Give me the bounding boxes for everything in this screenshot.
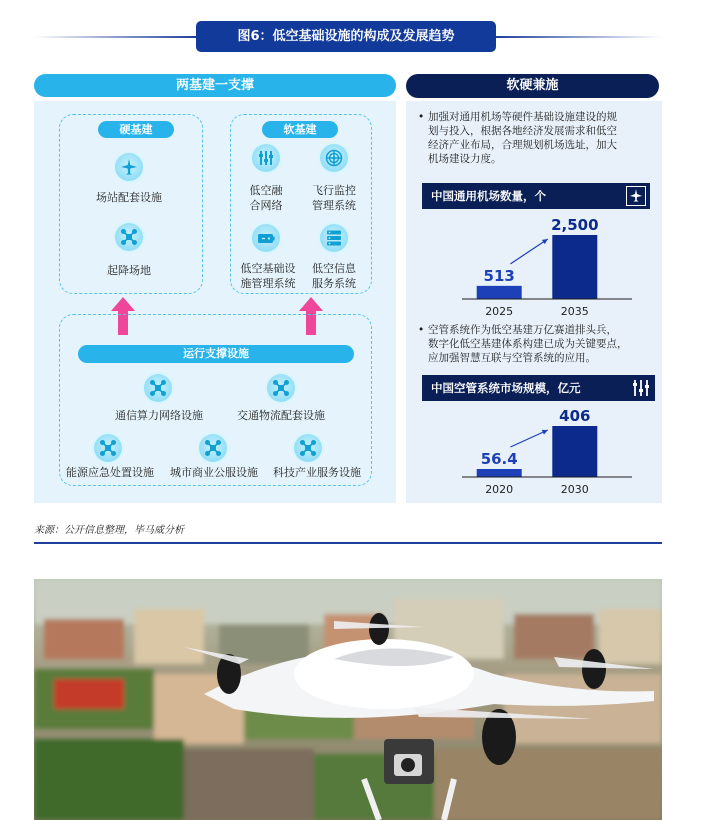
figure-title: 图6：低空基础设施的构成及发展趋势 (196, 21, 496, 52)
drone-icon (115, 223, 143, 251)
data-label: 513 (483, 266, 515, 285)
paragraph-line: 数字化低空基建体系构建已成为关键要点， (428, 338, 628, 350)
soft-item-line1: 低空基础设 (240, 262, 296, 275)
drone-photo (34, 579, 662, 820)
drone-icon (94, 434, 122, 462)
soft-item-line1: 飞行监控 (312, 184, 356, 197)
chart2-title: 中国空管系统市场规模，亿元 (431, 381, 581, 395)
paragraph-airports (418, 110, 658, 166)
bullet: • (418, 324, 425, 336)
growth-arrow-head (542, 239, 548, 244)
airport-icon (626, 186, 646, 206)
support-item-label: 通信算力网络设施 (115, 409, 203, 422)
title-rule-right (496, 36, 662, 38)
soft-item-line2: 服务系统 (312, 277, 356, 290)
hard-infra-title: 硬基建 (98, 121, 174, 138)
bar (552, 426, 597, 477)
data-label: 56.4 (480, 450, 518, 468)
hard-item-label: 场站配套设施 (96, 191, 162, 204)
bar (477, 286, 522, 299)
paragraph-line: 划与投入，根据各地经济发展需求和低空 (428, 125, 617, 137)
support-item-label: 能源应急处置设施 (66, 466, 154, 479)
chart1-title: 中国通用机场数量，个 (431, 189, 546, 203)
radar-icon (320, 144, 348, 172)
soft-item-line1: 低空融 (249, 184, 283, 197)
support-item-label: 交通物流配套设施 (237, 409, 325, 422)
growth-arrow (510, 239, 547, 264)
left-panel (34, 101, 396, 503)
right-panel (406, 101, 662, 503)
chart-airports (456, 213, 636, 321)
paragraph-line: 经济产业布局，合理规划机场选址，加大 (428, 139, 617, 151)
bullet: • (418, 111, 425, 123)
category-label: 2020 (485, 483, 514, 496)
chart2-header (422, 375, 655, 401)
chart-atc-market (456, 404, 636, 499)
equalizer-icon (631, 378, 651, 398)
data-label: 406 (559, 407, 591, 425)
paragraph-line: 加强对通用机场等硬件基础设施建设的规 (428, 111, 617, 123)
plane-icon (115, 153, 143, 181)
paragraph-line: 机场建设力度。 (428, 153, 502, 165)
bar (552, 235, 597, 299)
source-rule (34, 542, 662, 544)
soft-item-line2: 管理系统 (312, 199, 356, 212)
data-label: 2,500 (551, 216, 599, 234)
hard-item-label: 起降场地 (107, 264, 151, 277)
category-label: 2035 (560, 305, 589, 318)
right-panel-header: 软硬兼施 (406, 74, 659, 98)
paragraph-atc (418, 323, 660, 365)
category-label: 2025 (485, 305, 514, 318)
battery-icon (252, 224, 280, 252)
bar (477, 469, 522, 477)
drone-icon (267, 374, 295, 402)
paragraph-line: 应加强智慧互联与空管系统的应用。 (428, 352, 596, 364)
paragraph-line: 空管系统作为低空基建万亿赛道排头兵， (428, 324, 617, 336)
support-title: 运行支撑设施 (78, 345, 354, 363)
soft-item-line2: 施管理系统 (240, 277, 296, 290)
chart1-header (422, 183, 650, 209)
title-rule-left (34, 36, 196, 38)
drone-icon (144, 374, 172, 402)
soft-item-line2: 合网络 (249, 199, 283, 212)
soft-item-line1: 低空信息 (312, 262, 356, 275)
drone-icon (294, 434, 322, 462)
drone-icon (199, 434, 227, 462)
left-panel-header: 两基建一支撑 (34, 74, 396, 97)
support-item-label: 科技产业服务设施 (273, 466, 361, 479)
growth-arrow (510, 430, 547, 447)
source-note: 来源：公开信息整理，毕马威分析 (34, 525, 184, 536)
support-item-label: 城市商业公服设施 (170, 466, 258, 479)
soft-infra-title: 软基建 (262, 121, 338, 138)
sliders-icon (252, 144, 280, 172)
server-icon (320, 224, 348, 252)
category-label: 2030 (560, 483, 589, 496)
